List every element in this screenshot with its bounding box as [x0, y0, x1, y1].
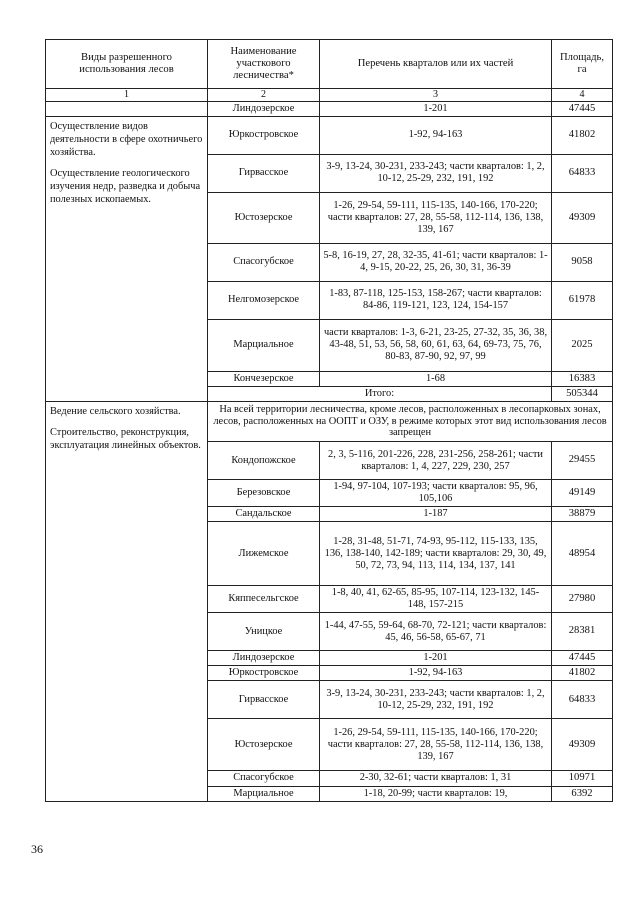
quarters-list: 1-28, 31-48, 51-71, 74-93, 95-112, 115-133, 135, 136, 138-140, 142-189; части кварталов: 29, 30, 49, 50, 72, 73, 94, 113, 114, 134, 137, 141	[320, 522, 552, 586]
quarters-list: 2, 3, 5-116, 201-226, 228, 231-256, 258-261; части кварталов: 1, 4, 227, 229, 230, 257	[320, 442, 552, 480]
header-quarters-list: Перечень кварталов или их частей	[320, 40, 552, 89]
district-name: Гирвасское	[208, 681, 320, 719]
column-number: 3	[320, 89, 552, 102]
header-area: Площадь, га	[552, 40, 613, 89]
district-name: Березовское	[208, 480, 320, 507]
area-value: 10971	[552, 771, 613, 786]
column-number-row	[46, 89, 613, 102]
district-name: Спасогубское	[208, 243, 320, 281]
quarters-list: 1-201	[320, 101, 552, 116]
column-number: 4	[552, 89, 613, 102]
header-row	[46, 40, 613, 89]
quarters-list: 1-187	[320, 506, 552, 521]
district-name: Юстозерское	[208, 192, 320, 243]
district-name: Юркостровское	[208, 116, 320, 154]
use-type-text: Осуществление геологического изучения недр, разведка и добыча полезных ископаемых.	[50, 167, 201, 205]
district-name: Сандальское	[208, 506, 320, 521]
district-name: Гирвасское	[208, 154, 320, 192]
use-type-text: Строительство, реконструкция, эксплуатация линейных объектов.	[50, 427, 201, 452]
table-row	[46, 101, 613, 116]
use-type-text: Ведение сельского хозяйства.	[50, 406, 181, 418]
area-value: 28381	[552, 613, 613, 651]
quarters-list: 1-92, 94-163	[320, 116, 552, 154]
area-value: 64833	[552, 681, 613, 719]
area-value: 29455	[552, 442, 613, 480]
column-number: 2	[208, 89, 320, 102]
district-name: Нелгомозерское	[208, 281, 320, 319]
quarters-list: 1-44, 47-55, 59-64, 68-70, 72-121; части кварталов: 45, 46, 56-58, 65-67, 71	[320, 613, 552, 651]
area-value: 41802	[552, 666, 613, 681]
area-value: 6392	[552, 786, 613, 801]
quarters-list: 3-9, 13-24, 30-231, 233-243; части кварталов: 1, 2, 10-12, 25-29, 232, 191, 192	[320, 681, 552, 719]
area-value: 49149	[552, 480, 613, 507]
area-value: 61978	[552, 281, 613, 319]
area-value: 16383	[552, 371, 613, 386]
area-value: 47445	[552, 101, 613, 116]
district-name: Кяппесельгское	[208, 586, 320, 613]
area-value: 64833	[552, 154, 613, 192]
column-number: 1	[46, 89, 208, 102]
district-name: Марциальное	[208, 786, 320, 801]
table-row	[46, 116, 613, 154]
area-value: 38879	[552, 506, 613, 521]
total-label: Итого:	[208, 386, 552, 401]
district-name: Линдозерское	[208, 651, 320, 666]
quarters-list: 1-201	[320, 651, 552, 666]
district-name: Юстозерское	[208, 719, 320, 771]
district-name: Лижемское	[208, 522, 320, 586]
district-name: Кондопожское	[208, 442, 320, 480]
use-type-text: Осуществление видов деятельности в сфере охотничьего хозяйства.	[50, 120, 203, 158]
district-name: Кончезерское	[208, 371, 320, 386]
district-name: Уницкое	[208, 613, 320, 651]
page-number: 36	[31, 842, 43, 856]
use-types-cell	[46, 116, 208, 401]
quarters-list: 1-92, 94-163	[320, 666, 552, 681]
header-use-types: Виды разрешенного использования лесов	[46, 40, 208, 89]
area-value: 48954	[552, 522, 613, 586]
quarters-list: 1-83, 87-118, 125-153, 158-267; части кварталов: 84-86, 119-121, 123, 124, 154-157	[320, 281, 552, 319]
district-name: Спасогубское	[208, 771, 320, 786]
total-area: 505344	[552, 386, 613, 401]
district-name: Марциальное	[208, 319, 320, 371]
area-value: 2025	[552, 319, 613, 371]
quarters-list: 3-9, 13-24, 30-231, 233-243; части кварталов: 1, 2, 10-12, 25-29, 232, 191, 192	[320, 154, 552, 192]
area-value: 49309	[552, 719, 613, 771]
forest-use-table	[45, 39, 613, 802]
quarters-list: части кварталов: 1-3, 6-21, 23-25, 27-32, 35, 36, 38, 43-48, 51, 53, 56, 58, 60, 61, 63, 64, 69-73, 75, 76, 80-83, 87-90, 92, 97, 99	[320, 319, 552, 371]
area-value: 9058	[552, 243, 613, 281]
quarters-list: 1-26, 29-54, 59-111, 115-135, 140-166, 170-220; части кварталов: 27, 28, 55-58, 112-114, 136, 138, 139, 167	[320, 719, 552, 771]
use-types-cell	[46, 402, 208, 802]
table-row	[46, 402, 613, 442]
quarters-list: 2-30, 32-61; части кварталов: 1, 31	[320, 771, 552, 786]
quarters-list: 1-94, 97-104, 107-193; части кварталов: 95, 96, 105,106	[320, 480, 552, 507]
territory-note: На всей территории лесничества, кроме лесов, расположенных в лесопарковых зонах, лесов, расположенных на ООПТ и ОЗУ, в режиме которых этот вид использования лесов запрещен	[208, 402, 613, 442]
area-value: 47445	[552, 651, 613, 666]
area-value: 49309	[552, 192, 613, 243]
quarters-list: 1-8, 40, 41, 62-65, 85-95, 107-114, 123-132, 145-148, 157-215	[320, 586, 552, 613]
quarters-list: 1-18, 20-99; части кварталов: 19,	[320, 786, 552, 801]
header-district-name: Наименование участкового лесничества*	[208, 40, 320, 89]
quarters-list: 1-68	[320, 371, 552, 386]
quarters-list: 5-8, 16-19, 27, 28, 32-35, 41-61; части кварталов: 1-4, 9-15, 20-22, 25, 26, 30, 31, 36-39	[320, 243, 552, 281]
area-value: 41802	[552, 116, 613, 154]
district-name: Юркостровское	[208, 666, 320, 681]
quarters-list: 1-26, 29-54, 59-111, 115-135, 140-166, 170-220; части кварталов: 27, 28, 55-58, 112-114, 136, 138, 139, 167	[320, 192, 552, 243]
area-value: 27980	[552, 586, 613, 613]
district-name: Линдозерское	[208, 101, 320, 116]
empty-use-cell	[46, 101, 208, 116]
